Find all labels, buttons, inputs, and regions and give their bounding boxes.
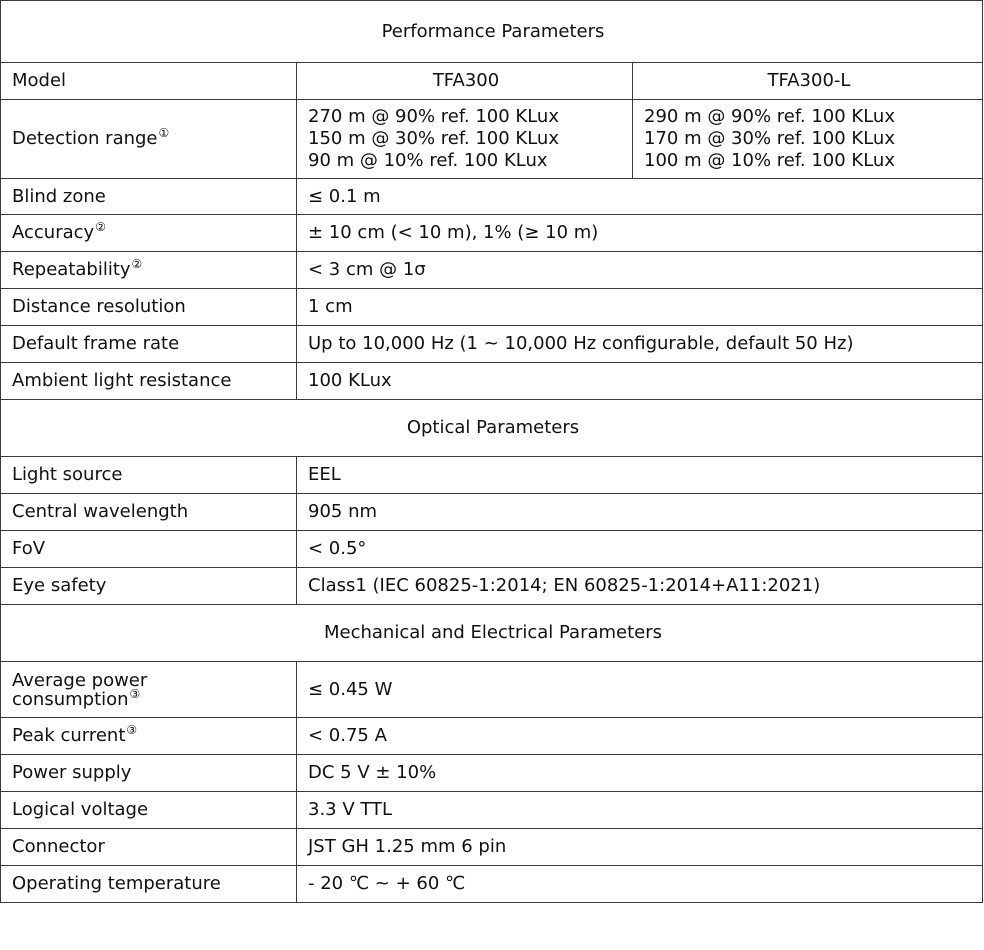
footnote-marker: ③	[129, 686, 141, 701]
param-label	[1, 662, 297, 718]
section-row-performance	[1, 1, 983, 63]
table-row	[1, 252, 983, 289]
param-value: < 0.75 A	[297, 718, 983, 755]
table-row	[1, 829, 983, 866]
model-header-tfa300l: TFA300-L	[633, 63, 983, 100]
value-line: 170 m @ 30% ref. 100 KLux	[644, 128, 895, 149]
param-value: EEL	[297, 457, 983, 494]
param-label: Central wavelength	[1, 494, 297, 531]
section-heading: Performance Parameters	[1, 1, 983, 63]
footnote-marker: ③	[126, 723, 138, 737]
param-label-text: Accuracy	[12, 222, 95, 243]
param-value: 100 KLux	[297, 363, 983, 400]
table-row	[1, 326, 983, 363]
param-value: ≤ 0.1 m	[297, 179, 983, 215]
value-line: 90 m @ 10% ref. 100 KLux	[308, 150, 548, 171]
param-label	[1, 100, 297, 179]
param-value: < 0.5°	[297, 531, 983, 568]
param-label: FoV	[1, 531, 297, 568]
table-row	[1, 755, 983, 792]
param-label-text-continued	[12, 686, 288, 710]
param-label	[1, 215, 297, 252]
param-value: ≤ 0.45 W	[297, 662, 983, 718]
section-heading: Optical Parameters	[1, 400, 983, 457]
param-label: Connector	[1, 829, 297, 866]
param-value: 905 nm	[297, 494, 983, 531]
table-row	[1, 215, 983, 252]
param-label	[1, 718, 297, 755]
table-row	[1, 568, 983, 605]
value-line: 270 m @ 90% ref. 100 KLux	[308, 106, 559, 127]
table-row	[1, 457, 983, 494]
param-value: DC 5 V ± 10%	[297, 755, 983, 792]
param-label-text: Average power	[12, 669, 148, 691]
param-value-tfa300l	[633, 100, 983, 179]
table-row	[1, 63, 983, 100]
param-value: JST GH 1.25 mm 6 pin	[297, 829, 983, 866]
param-label: Model	[1, 63, 297, 100]
value-line: 150 m @ 30% ref. 100 KLux	[308, 128, 559, 149]
param-label: Power supply	[1, 755, 297, 792]
param-label: Operating temperature	[1, 866, 297, 903]
param-value: ± 10 cm (< 10 m), 1% (≥ 10 m)	[297, 215, 983, 252]
param-value: 3.3 V TTL	[297, 792, 983, 829]
model-header-tfa300: TFA300	[297, 63, 633, 100]
table-row	[1, 866, 983, 903]
param-label-text: Peak current	[12, 725, 126, 746]
param-label: Distance resolution	[1, 289, 297, 326]
section-row-optical	[1, 400, 983, 457]
table-row	[1, 494, 983, 531]
param-value: Up to 10,000 Hz (1 ~ 10,000 Hz configurable, default 50 Hz)	[297, 326, 983, 363]
param-label: Light source	[1, 457, 297, 494]
param-value: < 3 cm @ 1σ	[297, 252, 983, 289]
table-row	[1, 792, 983, 829]
param-value: 1 cm	[297, 289, 983, 326]
footnote-marker: ②	[131, 257, 143, 271]
table-row	[1, 179, 983, 215]
param-value: Class1 (IEC 60825-1:2014; EN 60825-1:2014+A11:2021)	[297, 568, 983, 605]
param-label: Ambient light resistance	[1, 363, 297, 400]
section-heading: Mechanical and Electrical Parameters	[1, 605, 983, 662]
param-label	[1, 252, 297, 289]
table-row	[1, 718, 983, 755]
param-label-text: Repeatability	[12, 259, 131, 280]
section-row-mechanical	[1, 605, 983, 662]
value-line: 290 m @ 90% ref. 100 KLux	[644, 106, 895, 127]
param-value-tfa300	[297, 100, 633, 179]
table-row	[1, 662, 983, 718]
footnote-marker: ②	[95, 220, 106, 234]
param-label: Blind zone	[1, 179, 297, 215]
param-label-text: Detection range	[12, 128, 158, 149]
footnote-marker: ①	[158, 126, 170, 140]
param-value: - 20 ℃ ~ + 60 ℃	[297, 866, 983, 903]
param-label: Eye safety	[1, 568, 297, 605]
table-row	[1, 289, 983, 326]
table-row	[1, 100, 983, 179]
value-line: 100 m @ 10% ref. 100 KLux	[644, 150, 895, 171]
param-label: Default frame rate	[1, 326, 297, 363]
table-row	[1, 531, 983, 568]
table-row	[1, 363, 983, 400]
param-label: Logical voltage	[1, 792, 297, 829]
param-label-text: consumption	[12, 688, 129, 710]
